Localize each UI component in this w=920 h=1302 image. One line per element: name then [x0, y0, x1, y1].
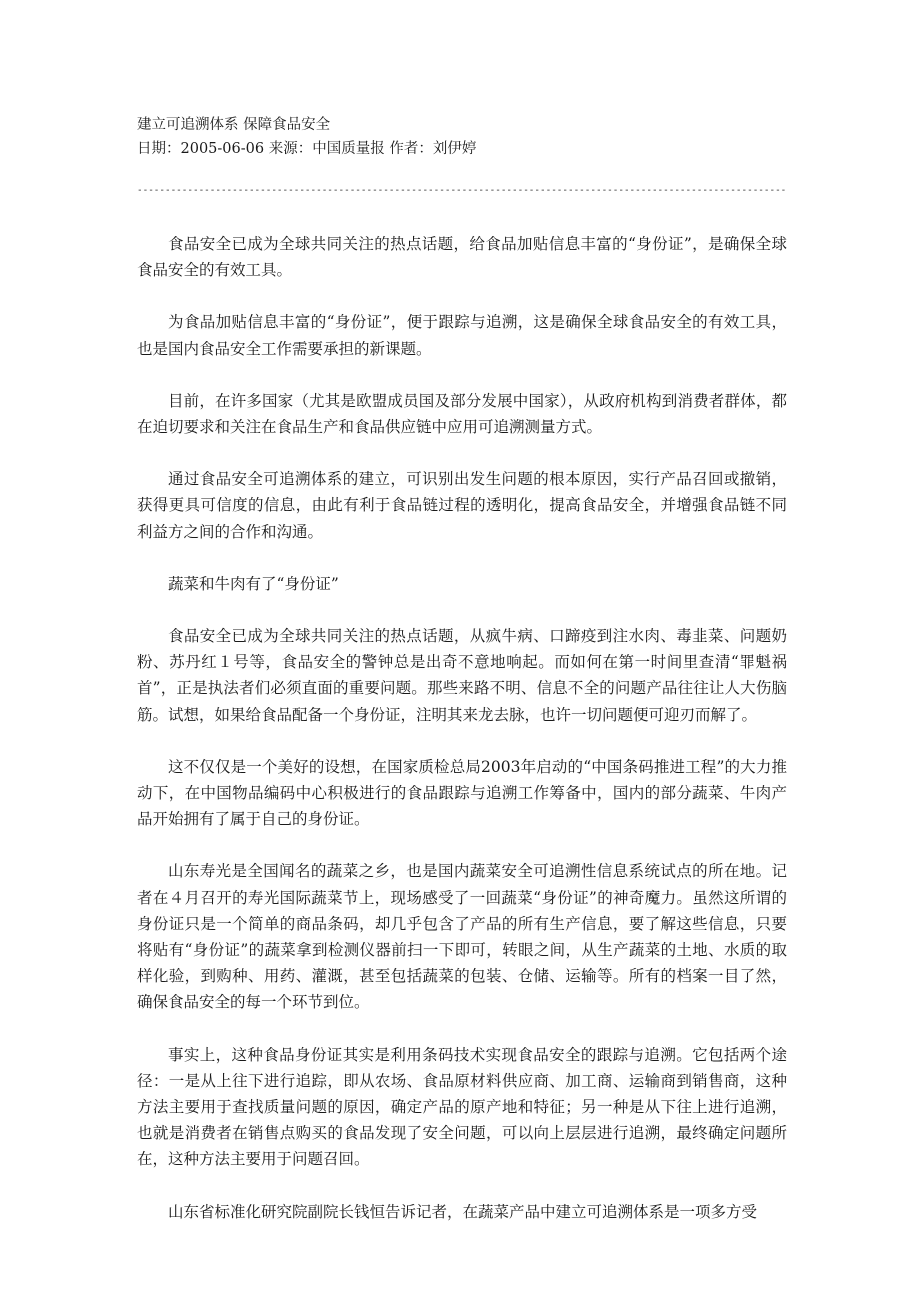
paragraph: 这不仅仅是一个美好的设想，在国家质检总局2003年启动的“中国条码推进工程”的大力推动下，在中国物品编码中心积极进行的食品跟踪与追溯工作筹备中，国内的部分蔬菜、牛肉产品开始拥有了属于自己的身份证。: [137, 757, 787, 829]
article-meta: 日期：2005-06-06 来源：中国质量报 作者：刘伊婷: [137, 141, 477, 157]
paragraph: 食品安全已成为全球共同关注的热点话题，给食品加贴信息丰富的“身份证”，是确保全球食品安全的有效工具。: [137, 235, 787, 280]
paragraph: 为食品加贴信息丰富的“身份证”，便于跟踪与追溯，这是确保全球食品安全的有效工具，也是国内食品安全工作需要承担的新课题。: [137, 313, 787, 358]
paragraph: 食品安全已成为全球共同关注的热点话题，从疯牛病、口蹄疫到注水肉、毒韭菜、问题奶粉、苏丹红１号等，食品安全的警钟总是出奇不意地响起。而如何在第一时间里查清“罪魁祸首”，正是执法者们必须直面的重要问题。那些来路不明、信息不全的问题产品往往让人大伤脑筋。试想，如果给食品配备一个身份证，注明其来龙去脉，也许一切问题便可迎刃而解了。: [137, 627, 787, 724]
paragraph: 山东寿光是全国闻名的蔬菜之乡，也是国内蔬菜安全可追溯性信息系统试点的所在地。记者在４月召开的寿光国际蔬菜节上，现场感受了一回蔬菜“身份证”的神奇魔力。虽然这所谓的身份证只是一个简单的商品条码，却几乎包含了产品的所有生产信息，要了解这些信息，只要将贴有“身份证”的蔬菜拿到检测仪器前扫一下即可，转眼之间，从生产蔬菜的土地、水质的取样化验，到购种、用药、灌溉，甚至包括蔬菜的包装、仓储、运输等。所有的档案一目了然，确保食品安全的每一个环节到位。: [137, 862, 787, 1012]
article-body: [137, 231, 787, 1225]
paragraph: 事实上，这种食品身份证其实是利用条码技术实现食品安全的跟踪与追溯。它包括两个途径：一是从上往下进行追踪，即从农场、食品原材料供应商、加工商、运输商到销售商，这种方法主要用于查找质量问题的原因，确定产品的原产地和特征；另一种是从下往上进行追溯，也就是消费者在销售点购买的食品发现了安全问题，可以向上层层进行追溯，最终确定问题所在，这种方法主要用于问题召回。: [137, 1045, 787, 1169]
section-heading: 蔬菜和牛肉有了“身份证”: [168, 574, 339, 593]
paragraph: 山东省标准化研究院副院长钱恒告诉记者，在蔬菜产品中建立可追溯体系是一项多方受: [168, 1202, 758, 1221]
article: [137, 113, 787, 1251]
paragraph: 通过食品安全可追溯体系的建立，可识别出发生问题的根本原因，实行产品召回或撤销，获得更具可信度的信息，由此有利于食品链过程的透明化，提高食品安全，并增强食品链不同利益方之间的合作和沟通。: [137, 470, 787, 541]
paragraph: 目前，在许多国家（尤其是欧盟成员国及部分发展中国家），从政府机构到消费者群体，都在迫切要求和关注在食品生产和食品供应链中应用可追溯测量方式。: [137, 391, 787, 437]
divider-line: --------------------------------------------------------------------------------------------------------------------: [137, 185, 787, 196]
article-title: 建立可追溯体系 保障食品安全: [137, 117, 331, 133]
